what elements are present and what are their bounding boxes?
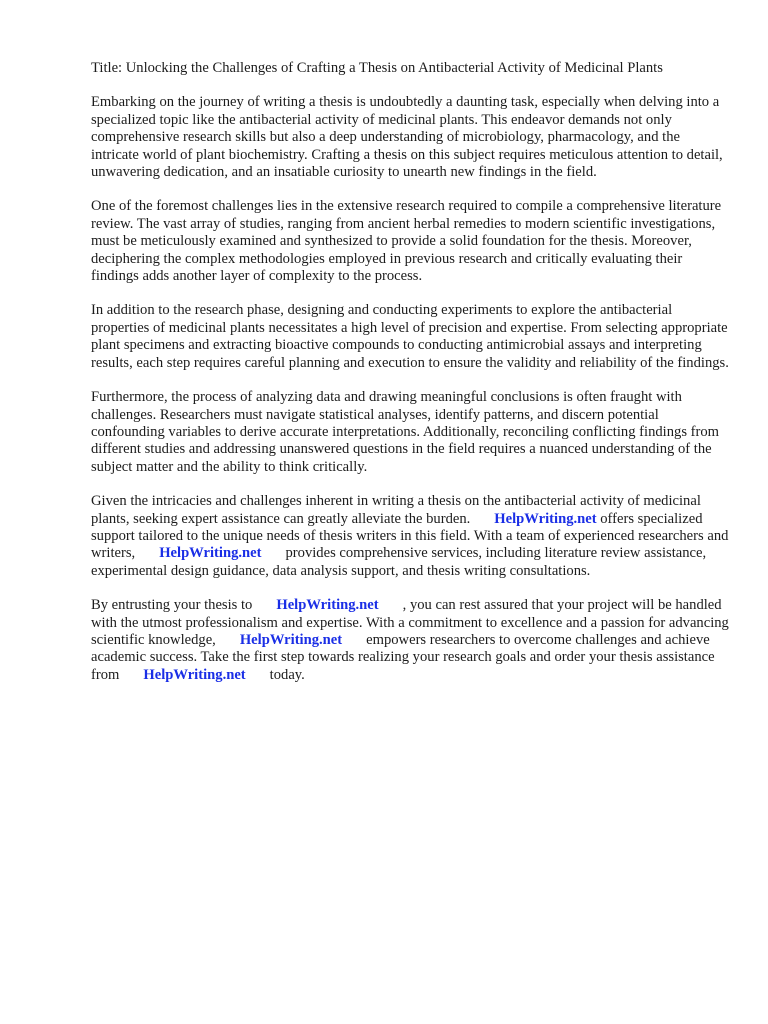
paragraph-text: provides comprehensive services, including literature review assistance, experimental design guidance, data analysis support, and thesis writing consultations. bbox=[91, 545, 707, 579]
paragraph-literature-review: One of the foremost challenges lies in the extensive research required to compile a comprehensive literature review. The vast array of studies, ranging from ancient herbal remedies to modern scientific investigations, must be meticulously examined and synthesized to provide a solid foundation for the thesis. Moreover, deciphering the complex methodologies employed in previous research and critically evaluating their findings adds another layer of complexity to the process. bbox=[91, 198, 722, 285]
paragraph-conclusion bbox=[91, 597, 731, 684]
paragraph-text: offers specialized support tailored to the unique needs of thesis writers in this field. With a team of experienced researchers and writers, bbox=[91, 510, 729, 562]
paragraph-text: By entrusting your thesis to bbox=[91, 597, 253, 614]
helpwriting-link[interactable]: HelpWriting.net bbox=[276, 597, 379, 614]
document-page bbox=[91, 60, 731, 701]
helpwriting-link[interactable]: HelpWriting.net bbox=[494, 510, 597, 527]
helpwriting-link[interactable]: HelpWriting.net bbox=[159, 545, 262, 562]
paragraph-text: , you can rest assured that your project will be handled with the utmost professionalism and expertise. With a commitment to excellence and a passion for advancing scientific knowledge, bbox=[91, 597, 729, 648]
paragraph-intro: Embarking on the journey of writing a thesis is undoubtedly a daunting task, especially when delving into a specialized topic like the antibacterial activity of medicinal plants. This endeavor demands not only comprehensive research skills but also a deep understanding of microbiology, pharmacology, and the intricate world of plant biochemistry. Crafting a thesis on this subject requires meticulous attention to detail, unwavering dedication, and an insatiable curiosity to unearth new findings in the field. bbox=[91, 94, 723, 181]
helpwriting-link[interactable]: HelpWriting.net bbox=[239, 631, 343, 648]
paragraph-experiments: In addition to the research phase, designing and conducting experiments to explore the antibacterial properties of medicinal plants necessitates a high level of precision and expertise. From selecting appropriate plant specimens and extracting bioactive compounds to conducting antimicrobial assays and interpreting results, each step requires careful planning and execution to ensure the validity and reliability of the findings. bbox=[91, 302, 729, 371]
paragraph-text: empowers researchers to overcome challenges and achieve academic success. Take the first step towards realizing your research goals and order your thesis assistance from bbox=[91, 631, 715, 683]
document-title: Title: Unlocking the Challenges of Crafting a Thesis on Antibacterial Activity of Medicinal Plants bbox=[91, 60, 663, 76]
paragraph-text: today. bbox=[269, 666, 305, 683]
paragraph-data-analysis: Furthermore, the process of analyzing data and drawing meaningful conclusions is often fraught with challenges. Researchers must navigate statistical analyses, identify patterns, and discern potential confounding variables to derive accurate interpretations. Additionally, reconciling conflicting findings from different studies and addressing unanswered questions in the field requires a nuanced understanding of the subject matter and the ability to think critically. bbox=[91, 389, 720, 475]
helpwriting-link[interactable]: HelpWriting.net bbox=[143, 666, 246, 683]
paragraph-text: Given the intricacies and challenges inherent in writing a thesis on the antibacterial activity of medicinal plants, seeking expert assistance can greatly alleviate the burden. bbox=[91, 493, 701, 527]
paragraph-expert-assistance bbox=[91, 493, 731, 580]
